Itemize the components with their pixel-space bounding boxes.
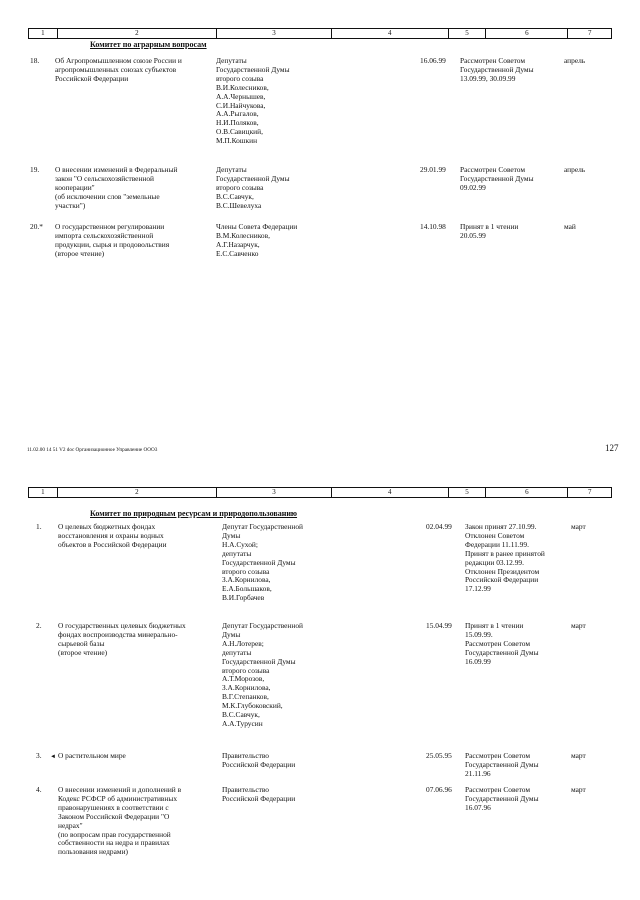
bill-status: Закон принят 27.10.99. Отклонен Советом Федерации 11.11.99. Принят в ранее принятой редакции 03.12.99. Отклонен Президентом Российской Федерации 17.12.99 — [465, 522, 545, 594]
planned-month: март — [571, 785, 586, 794]
bill-title: О государственных целевых бюджетных фондах воспроизводства минерально- сырьевой базы (второе чтение) — [58, 621, 186, 657]
column-header-1: 1 — [41, 29, 45, 37]
column-header-1: 1 — [41, 488, 45, 496]
planned-month: апрель — [564, 56, 586, 65]
arrow-marker-icon: ◄ — [50, 754, 56, 760]
row-number: 18. — [30, 56, 40, 65]
column-header-5: 5 — [448, 29, 486, 38]
column-header-2: 2 — [57, 488, 216, 497]
bill-author: Члены Совета Федерации В.М.Колесников, А.Г.Назарчук, Е.С.Савченко — [216, 222, 298, 258]
column-header-7: 7 — [567, 488, 611, 497]
planned-month: март — [571, 751, 586, 760]
planned-month: май — [564, 222, 576, 231]
column-header-6: 6 — [485, 29, 567, 38]
bill-status: Рассмотрен Советом Государственной Думы 16.07.96 — [465, 785, 539, 812]
bill-status: Рассмотрен Советом Государственной Думы 13.09.99, 30.09.99 — [460, 56, 534, 83]
column-header-5: 5 — [448, 488, 486, 497]
bill-status: Рассмотрен Советом Государственной Думы 21.11.96 — [465, 751, 539, 778]
bill-author: Правительство Российской Федерации — [222, 785, 296, 803]
row-number: 2. — [36, 621, 42, 630]
document-footer-code: 11.02.00 14 51 V2 doc Организационное Управление ООО3 — [27, 447, 158, 453]
row-number: 19. — [30, 165, 40, 174]
bill-author: Депутат Государственной Думы Н.А.Сухой; депутаты Государственной Думы второго созыва З.А.Корнилова, Е.А.Большаков, В.И.Горбачев — [222, 522, 303, 603]
row-number: 20.* — [30, 222, 43, 231]
submission-date: 07.06.96 — [426, 785, 452, 794]
bill-title: О растительном мире — [58, 751, 126, 760]
submission-date: 16.06.99 — [420, 56, 446, 65]
column-header-7: 7 — [567, 29, 611, 38]
row-number: 1. — [36, 522, 42, 531]
bill-status: Рассмотрен Советом Государственной Думы 09.02.99 — [460, 165, 534, 192]
bill-title: О внесении изменений в Федеральный закон "О сельскохозяйственной кооперации" (об исключении слов "земельные участки") — [55, 165, 178, 210]
column-header-row — [28, 28, 612, 39]
bill-title: Об Агропромышленном союзе России и агропромышленных союзах субъектов Российской Федерации — [55, 56, 182, 83]
row-number: 3. — [36, 751, 42, 760]
committee-heading: Комитет по аграрным вопросам — [90, 40, 207, 49]
submission-date: 14.10.98 — [420, 222, 446, 231]
column-header-row — [28, 487, 612, 498]
planned-month: апрель — [564, 165, 586, 174]
bill-author: Правительство Российской Федерации — [222, 751, 296, 769]
bill-title: О государственном регулировании импорта сельскохозяйственной продукции, сырья и продовольствия (второе чтение) — [55, 222, 170, 258]
bill-author: Депутаты Государственной Думы второго созыва В.С.Савчук, В.С.Шевелуха — [216, 165, 290, 210]
bill-author: Депутаты Государственной Думы второго созыва В.И.Колесников, А.А.Чернышев, С.И.Найчукова, А.А.Рыгалов, Н.И.Поляков, О.В.Савицкий, М.П.Кошкин — [216, 56, 290, 146]
bill-title: О внесении изменений и дополнений в Кодекс РСФСР об административных правонарушениях в соответствии с Законом Российской Федерации "О недрах" (по вопросам прав государственной собственности на недра и правилах пользования недрами) — [58, 785, 182, 857]
planned-month: март — [571, 522, 586, 531]
committee-heading: Комитет по природным ресурсам и природопользованию — [90, 509, 298, 518]
row-number: 4. — [36, 785, 42, 794]
submission-date: 25.05.95 — [426, 751, 452, 760]
submission-date: 29.01.99 — [420, 165, 446, 174]
bill-title: О целевых бюджетных фондах восстановления и охраны водных объектов в Российской Федерации — [58, 522, 167, 549]
bill-author: Депутат Государственной Думы А.Н.Лотерев; депутаты Государственной Думы второго созыва А.Т.Морозов, З.А.Корнилова, В.Г.Степанков, М.К.Глубоковский, В.С.Савчук, А.А.Турусин — [222, 621, 303, 728]
column-header-2: 2 — [57, 29, 216, 38]
submission-date: 02.04.99 — [426, 522, 452, 531]
column-header-4: 4 — [331, 29, 448, 38]
planned-month: март — [571, 621, 586, 630]
submission-date: 15.04.99 — [426, 621, 452, 630]
bill-status: Принят в 1 чтении 20.05.99 — [460, 222, 519, 240]
column-header-3: 3 — [216, 488, 331, 497]
column-header-3: 3 — [216, 29, 331, 38]
column-header-4: 4 — [331, 488, 448, 497]
column-header-6: 6 — [485, 488, 567, 497]
bill-status: Принят в 1 чтении 15.09.99. Рассмотрен Советом Государственной Думы 16.09.99 — [465, 621, 539, 666]
page-number: 127 — [605, 443, 619, 453]
